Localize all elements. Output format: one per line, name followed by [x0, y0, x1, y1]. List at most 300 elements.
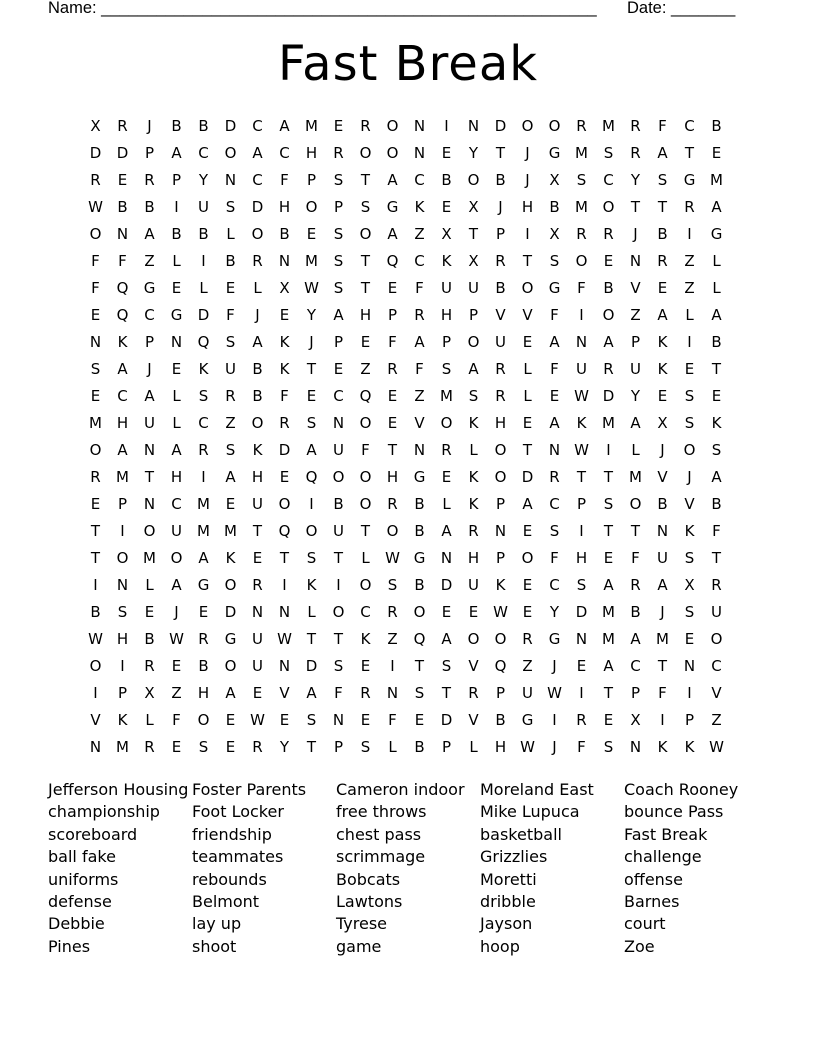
grid-letter: Z — [522, 657, 533, 675]
grid-letter: W — [88, 198, 103, 216]
word-list-item: Bobcats — [336, 869, 401, 889]
grid-letter: I — [660, 711, 665, 729]
grid-letter: B — [495, 711, 506, 729]
word-list-item: hoop — [480, 936, 520, 956]
grid-letter: S — [333, 279, 344, 297]
grid-letter: R — [333, 144, 344, 162]
grid-letter: J — [552, 657, 557, 675]
grid-letter: W — [88, 630, 103, 648]
grid-letter: G — [197, 576, 210, 594]
grid-letter: P — [441, 333, 452, 351]
grid-letter: X — [549, 171, 560, 189]
grid-letter: L — [712, 279, 721, 297]
grid-row — [82, 545, 730, 572]
word-list-item: Debbie — [48, 914, 105, 934]
grid-letter: B — [333, 495, 344, 513]
grid-letter: R — [630, 576, 641, 594]
grid-letter: U — [252, 630, 263, 648]
grid-letter: Z — [684, 252, 695, 270]
grid-letter: M — [602, 603, 615, 621]
grid-row — [82, 599, 730, 626]
grid-row — [82, 491, 730, 518]
grid-letter: D — [494, 117, 507, 135]
grid-letter: R — [387, 360, 398, 378]
grid-letter: V — [630, 279, 641, 297]
grid-letter: A — [171, 441, 182, 459]
grid-letter: A — [117, 441, 128, 459]
grid-letter: K — [252, 441, 263, 459]
grid-letter: B — [225, 252, 236, 270]
grid-letter: A — [522, 495, 533, 513]
grid-letter: A — [441, 522, 452, 540]
grid-letter: B — [495, 279, 506, 297]
word-list-item: court — [624, 914, 666, 934]
grid-letter: K — [360, 630, 371, 648]
word-column — [336, 779, 480, 958]
grid-row — [82, 329, 730, 356]
grid-letter: W — [574, 441, 589, 459]
grid-letter: B — [414, 738, 425, 756]
grid-letter: O — [521, 549, 534, 567]
grid-letter: Q — [359, 387, 372, 405]
grid-letter: U — [198, 198, 209, 216]
grid-letter: E — [198, 603, 209, 621]
grid-row — [82, 437, 730, 464]
grid-letter: R — [495, 252, 506, 270]
grid-letter: L — [253, 279, 262, 297]
grid-letter: E — [225, 711, 236, 729]
grid-letter: H — [197, 684, 210, 702]
grid-letter: C — [198, 144, 209, 162]
grid-letter: E — [414, 711, 425, 729]
word-list-item: chest pass — [336, 824, 422, 844]
grid-letter: N — [467, 117, 480, 135]
word-list-item: basketball — [480, 824, 562, 844]
grid-letter: U — [468, 576, 479, 594]
grid-letter: D — [278, 441, 291, 459]
grid-letter: K — [684, 522, 695, 540]
grid-letter: F — [550, 549, 559, 567]
grid-letter: E — [171, 738, 182, 756]
grid-letter: A — [630, 630, 641, 648]
grid-letter: O — [386, 522, 399, 540]
grid-letter: B — [711, 495, 722, 513]
grid-letter: O — [494, 441, 507, 459]
grid-letter: R — [657, 252, 668, 270]
grid-letter: Q — [116, 306, 129, 324]
grid-letter: T — [576, 468, 587, 486]
grid-letter: P — [684, 711, 695, 729]
grid-letter: E — [360, 333, 371, 351]
grid-letter: S — [360, 738, 371, 756]
grid-letter: O — [332, 468, 345, 486]
grid-letter: I — [93, 576, 98, 594]
grid-letter: J — [498, 198, 503, 216]
grid-letter: F — [550, 306, 559, 324]
grid-letter: P — [441, 738, 452, 756]
grid-letter: M — [575, 198, 588, 216]
grid-letter: X — [549, 225, 560, 243]
grid-letter: E — [279, 306, 290, 324]
grid-letter: B — [198, 657, 209, 675]
grid-letter: L — [631, 441, 640, 459]
word-list-item: rebounds — [192, 869, 267, 889]
grid-letter: T — [522, 252, 533, 270]
grid-letter: D — [224, 117, 237, 135]
grid-letter: M — [224, 522, 237, 540]
grid-letter: D — [251, 198, 264, 216]
grid-letter: L — [199, 279, 208, 297]
grid-letter: J — [147, 117, 152, 135]
word-list-item: uniforms — [48, 869, 119, 889]
grid-letter: W — [520, 738, 535, 756]
grid-letter: I — [174, 198, 179, 216]
grid-letter: R — [576, 711, 587, 729]
grid-letter: G — [386, 198, 399, 216]
grid-letter: S — [225, 198, 236, 216]
grid-letter: Z — [360, 360, 371, 378]
grid-letter: S — [603, 144, 614, 162]
grid-letter: E — [279, 468, 290, 486]
grid-letter: H — [494, 738, 507, 756]
grid-letter: O — [575, 252, 588, 270]
grid-letter: O — [359, 225, 372, 243]
grid-letter: U — [225, 360, 236, 378]
grid-row — [82, 626, 730, 653]
grid-letter: U — [333, 441, 344, 459]
grid-letter: G — [224, 630, 237, 648]
grid-letter: E — [684, 360, 695, 378]
grid-letter: A — [333, 306, 344, 324]
word-list-item: shoot — [192, 936, 237, 956]
word-list-item: free throws — [336, 802, 427, 822]
grid-letter: K — [684, 738, 695, 756]
grid-letter: F — [658, 117, 667, 135]
grid-letter: V — [711, 684, 722, 702]
grid-letter: K — [576, 414, 587, 432]
grid-letter: T — [630, 522, 641, 540]
word-list-item: Fast Break — [624, 824, 708, 844]
grid-letter: P — [468, 306, 479, 324]
grid-letter: I — [525, 225, 530, 243]
grid-letter: Z — [387, 630, 398, 648]
grid-letter: Z — [414, 387, 425, 405]
grid-letter: W — [574, 387, 589, 405]
grid-letter: K — [657, 360, 668, 378]
grid-letter: H — [521, 198, 534, 216]
grid-letter: N — [413, 117, 426, 135]
grid-letter: O — [440, 414, 453, 432]
grid-letter: C — [414, 252, 425, 270]
grid-letter: T — [603, 684, 614, 702]
grid-letter: N — [278, 657, 291, 675]
grid-letter: W — [493, 603, 508, 621]
grid-letter: W — [250, 711, 265, 729]
grid-letter: E — [171, 279, 182, 297]
grid-letter: X — [468, 252, 479, 270]
grid-letter: R — [198, 441, 209, 459]
word-list-item: Pines — [48, 936, 91, 956]
grid-letter: O — [143, 522, 156, 540]
grid-letter: I — [120, 522, 125, 540]
grid-letter: A — [711, 198, 722, 216]
grid-letter: U — [333, 522, 344, 540]
grid-row — [82, 680, 730, 707]
grid-letter: B — [252, 360, 263, 378]
grid-letter: J — [525, 144, 530, 162]
grid-letter: A — [198, 549, 209, 567]
grid-row — [82, 194, 730, 221]
grid-letter: R — [144, 657, 155, 675]
grid-letter: X — [90, 117, 101, 135]
grid-letter: A — [603, 657, 614, 675]
grid-letter: F — [388, 333, 397, 351]
grid-letter: F — [631, 549, 640, 567]
grid-letter: F — [118, 252, 127, 270]
grid-letter: I — [309, 495, 314, 513]
grid-letter: C — [252, 171, 263, 189]
grid-letter: S — [333, 225, 344, 243]
grid-letter: E — [711, 144, 722, 162]
grid-letter: R — [549, 468, 560, 486]
grid-letter: M — [197, 495, 210, 513]
word-list-item: Moretti — [480, 869, 537, 889]
grid-letter: F — [712, 522, 721, 540]
grid-letter: O — [710, 630, 723, 648]
grid-letter: N — [332, 414, 345, 432]
grid-letter: R — [711, 576, 722, 594]
grid-letter: C — [360, 603, 371, 621]
grid-letter: S — [387, 576, 398, 594]
grid-letter: N — [251, 603, 264, 621]
word-search-grid — [82, 113, 730, 761]
grid-letter: E — [90, 306, 101, 324]
grid-letter: G — [170, 306, 183, 324]
grid-letter: E — [684, 630, 695, 648]
grid-letter: T — [306, 360, 317, 378]
grid-letter: W — [385, 549, 400, 567]
grid-letter: E — [360, 711, 371, 729]
grid-letter: F — [226, 306, 235, 324]
grid-letter: X — [468, 198, 479, 216]
word-list-item: lay up — [192, 914, 242, 934]
grid-letter: G — [710, 225, 723, 243]
grid-letter: T — [333, 630, 344, 648]
grid-letter: K — [657, 738, 668, 756]
grid-letter: H — [386, 468, 399, 486]
grid-letter: P — [495, 225, 506, 243]
grid-letter: Q — [386, 252, 399, 270]
grid-letter: O — [602, 198, 615, 216]
grid-letter: S — [684, 603, 695, 621]
grid-letter: F — [550, 360, 559, 378]
grid-letter: F — [280, 171, 289, 189]
grid-letter: D — [224, 603, 237, 621]
grid-letter: N — [224, 171, 237, 189]
grid-letter: C — [684, 117, 695, 135]
grid-letter: C — [549, 576, 560, 594]
grid-letter: Q — [278, 522, 291, 540]
grid-letter: H — [467, 549, 480, 567]
grid-letter: D — [440, 576, 453, 594]
grid-letter: I — [579, 306, 584, 324]
grid-letter: I — [390, 657, 395, 675]
grid-letter: G — [143, 279, 156, 297]
grid-letter: S — [468, 387, 479, 405]
word-list-item: Zoe — [624, 936, 655, 956]
grid-letter: S — [198, 387, 209, 405]
grid-letter: S — [117, 603, 128, 621]
grid-letter: A — [387, 171, 398, 189]
grid-letter: P — [144, 333, 155, 351]
grid-letter: S — [90, 360, 101, 378]
grid-letter: E — [90, 495, 101, 513]
grid-letter: W — [709, 738, 724, 756]
grid-letter: R — [468, 684, 479, 702]
grid-letter: R — [630, 144, 641, 162]
grid-letter: B — [171, 225, 182, 243]
grid-letter: A — [657, 306, 668, 324]
grid-row — [82, 464, 730, 491]
grid-letter: S — [441, 360, 452, 378]
grid-letter: O — [305, 522, 318, 540]
grid-letter: T — [603, 468, 614, 486]
grid-letter: R — [414, 306, 425, 324]
grid-letter: O — [359, 468, 372, 486]
grid-letter: T — [360, 171, 371, 189]
grid-letter: M — [656, 630, 669, 648]
grid-letter: I — [120, 657, 125, 675]
grid-letter: E — [225, 279, 236, 297]
grid-letter: P — [333, 198, 344, 216]
grid-letter: M — [116, 468, 129, 486]
grid-letter: C — [198, 414, 209, 432]
grid-letter: T — [252, 522, 263, 540]
grid-letter: K — [279, 360, 290, 378]
grid-letter: H — [116, 630, 129, 648]
grid-letter: O — [494, 630, 507, 648]
word-column — [48, 779, 192, 958]
grid-row — [82, 302, 730, 329]
grid-letter: R — [252, 252, 263, 270]
word-list-item: Barnes — [624, 891, 680, 911]
grid-row — [82, 140, 730, 167]
grid-letter: D — [197, 306, 210, 324]
grid-letter: P — [630, 684, 641, 702]
grid-letter: N — [278, 603, 291, 621]
grid-row — [82, 248, 730, 275]
grid-letter: N — [548, 441, 561, 459]
grid-letter: N — [89, 333, 102, 351]
grid-letter: O — [251, 225, 264, 243]
grid-letter: R — [495, 387, 506, 405]
grid-letter: O — [467, 171, 480, 189]
grid-letter: S — [306, 711, 317, 729]
grid-letter: T — [360, 522, 371, 540]
grid-letter: M — [602, 630, 615, 648]
grid-letter: I — [606, 441, 611, 459]
grid-letter: N — [143, 441, 156, 459]
grid-letter: B — [630, 603, 641, 621]
grid-letter: R — [360, 684, 371, 702]
word-list-item: Mike Lupuca — [480, 802, 580, 822]
grid-letter: O — [521, 279, 534, 297]
grid-letter: P — [117, 684, 128, 702]
grid-letter: Z — [225, 414, 236, 432]
grid-row — [82, 221, 730, 248]
grid-letter: H — [170, 468, 183, 486]
grid-letter: M — [602, 414, 615, 432]
grid-letter: W — [547, 684, 562, 702]
grid-letter: S — [657, 171, 668, 189]
grid-letter: X — [684, 576, 695, 594]
grid-letter: T — [414, 657, 425, 675]
grid-letter: H — [305, 144, 318, 162]
grid-letter: H — [575, 549, 588, 567]
grid-letter: B — [657, 495, 668, 513]
grid-letter: R — [144, 171, 155, 189]
grid-letter: E — [387, 387, 398, 405]
grid-letter: N — [116, 225, 129, 243]
grid-letter: B — [414, 495, 425, 513]
grid-letter: O — [467, 333, 480, 351]
grid-letter: L — [172, 387, 181, 405]
grid-letter: Q — [305, 468, 318, 486]
grid-letter: K — [198, 360, 209, 378]
grid-letter: T — [657, 198, 668, 216]
grid-letter: L — [523, 360, 532, 378]
grid-letter: C — [171, 495, 182, 513]
grid-letter: J — [687, 468, 692, 486]
grid-letter: Y — [630, 387, 641, 405]
grid-letter: E — [144, 603, 155, 621]
grid-letter: O — [467, 630, 480, 648]
grid-letter: E — [306, 387, 317, 405]
grid-letter: E — [522, 333, 533, 351]
grid-letter: S — [414, 684, 425, 702]
grid-letter: O — [278, 495, 291, 513]
grid-letter: M — [575, 144, 588, 162]
grid-letter: I — [579, 522, 584, 540]
grid-letter: T — [306, 630, 317, 648]
grid-letter: I — [687, 684, 692, 702]
grid-letter: P — [171, 171, 182, 189]
word-column — [192, 779, 336, 958]
grid-letter: H — [278, 198, 291, 216]
grid-letter: B — [252, 387, 263, 405]
grid-letter: O — [305, 198, 318, 216]
grid-letter: E — [171, 360, 182, 378]
grid-letter: N — [170, 333, 183, 351]
grid-letter: U — [576, 360, 587, 378]
grid-letter: C — [252, 117, 263, 135]
grid-letter: G — [413, 468, 426, 486]
grid-letter: F — [415, 360, 424, 378]
grid-letter: A — [603, 333, 614, 351]
grid-letter: K — [468, 414, 479, 432]
grid-letter: A — [117, 360, 128, 378]
grid-letter: K — [414, 198, 425, 216]
grid-letter: B — [603, 279, 614, 297]
grid-letter: L — [226, 225, 235, 243]
grid-letter: M — [602, 117, 615, 135]
grid-letter: J — [552, 738, 557, 756]
grid-letter: A — [306, 684, 317, 702]
grid-letter: G — [683, 171, 696, 189]
grid-row — [82, 518, 730, 545]
grid-letter: A — [441, 630, 452, 648]
grid-letter: C — [333, 387, 344, 405]
